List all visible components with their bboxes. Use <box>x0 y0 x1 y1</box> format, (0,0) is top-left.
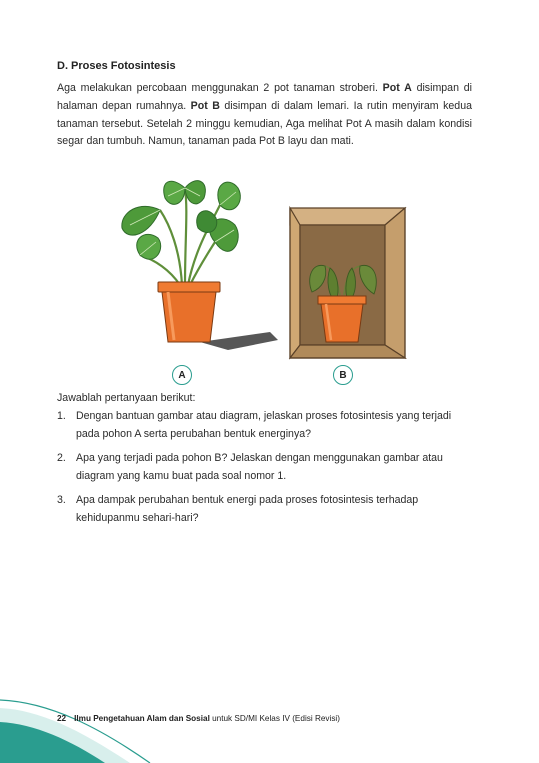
book-subtitle: untuk SD/MI Kelas IV (Edisi Revisi) <box>209 714 340 723</box>
question-number: 2. <box>57 452 66 464</box>
question-text: Apa dampak perubahan bentuk energi pada proses fotosintesis terhadap kehidupanmu sehari-hari? <box>76 494 419 524</box>
pot-b-label: Pot B <box>190 99 220 112</box>
question-item <box>57 408 475 443</box>
label-a-badge: A <box>172 365 192 385</box>
page-number: 22 <box>57 714 67 723</box>
plant-experiment-illustration <box>100 170 440 390</box>
pot-a <box>158 282 220 342</box>
pot-a-shadow <box>200 332 278 350</box>
pot-b <box>318 296 366 342</box>
intro-paragraph: Aga melakukan percobaan menggunakan 2 pot tanaman stroberi. Pot A disimpan di halaman depan rumahnya. Pot B disimpan di dalam lemari. Ia rutin menyiram kedua tanaman tersebut. Setelah 2 minggu kemudian, Aga melihat Pot A masih dalam kondisi segar dan tumbuh. Namun, tanaman pada Pot B layu dan mati. <box>57 82 472 148</box>
book-title: Ilmu Pengetahuan Alam dan Sosial <box>74 714 210 723</box>
question-number: 1. <box>57 410 66 422</box>
corner-wave-decoration <box>0 690 160 763</box>
question-text: Dengan bantuan gambar atau diagram, jelaskan proses fotosintesis yang terjadi pada pohon A serta perubahan bentuk energinya? <box>76 410 452 440</box>
question-item <box>57 450 475 485</box>
questions-list <box>57 408 475 534</box>
question-item <box>57 492 475 527</box>
question-number: 3. <box>57 494 66 506</box>
plants-drawing <box>100 170 440 390</box>
questions-intro: Jawablah pertanyaan berikut: <box>57 392 196 404</box>
page-footer <box>57 714 340 723</box>
pot-a-label: Pot A <box>382 82 412 94</box>
question-text: Apa yang terjadi pada pohon B? Jelaskan dengan menggunakan gambar atau diagram yang kamu buat pada soal nomor 1. <box>76 452 443 482</box>
section-heading: D. Proses Fotosintesis <box>57 60 176 72</box>
label-b-badge: B <box>333 365 353 385</box>
